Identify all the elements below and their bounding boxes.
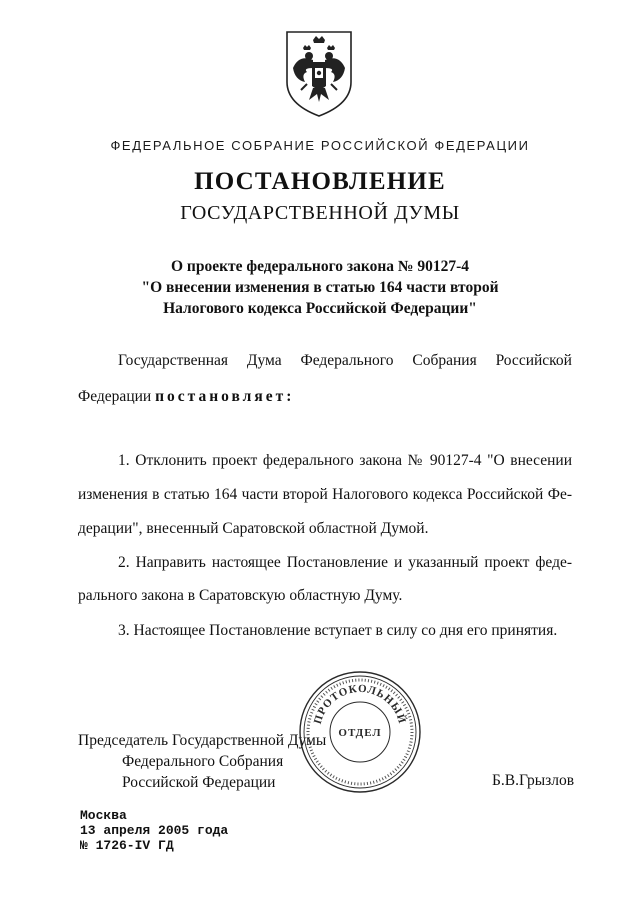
organization-heading: ФЕДЕРАЛЬНОЕ СОБРАНИЕ РОССИЙСКОЙ ФЕДЕРАЦИИ xyxy=(110,138,530,153)
document-subject xyxy=(0,256,640,319)
resolution-verb: постановляет: xyxy=(155,388,295,405)
preamble-word: Собрания xyxy=(412,352,477,369)
item-line: 3. Настоящее Постановление вступает в силу со дня его принятия. xyxy=(118,622,558,639)
subject-line: О проекте федерального закона № 90127-4 xyxy=(170,258,469,275)
date-of-signing: 13 апреля 2005 года xyxy=(80,823,229,838)
seal-arc-text xyxy=(312,683,408,726)
office-seal-icon xyxy=(296,668,424,796)
document-type-title: ПОСТАНОВЛЕНИЕ xyxy=(194,168,446,195)
seal-center-text: ОТДЕЛ xyxy=(338,727,382,739)
document-issuer: ГОСУДАРСТВЕННОЙ ДУМЫ xyxy=(180,202,460,224)
item-line: изменения в статью 164 части второй Налогового кодекса Российской Фе- xyxy=(78,486,572,503)
coat-of-arms-icon xyxy=(283,28,355,120)
item-line: дерации", внесенный Саратовской областной Думой. xyxy=(78,520,429,537)
seal-arc-path-text: ПРОТОКОЛЬНЫЙ xyxy=(311,682,409,726)
preamble-word: Государственная xyxy=(118,352,229,369)
signatory-title xyxy=(78,730,326,793)
preamble-word: Дума xyxy=(246,352,282,369)
preamble-word: Российской xyxy=(495,352,572,369)
item-line: 1. Отклонить проект федерального закона № 90127-4 "О внесении xyxy=(118,452,572,469)
place-of-signing: Москва xyxy=(80,808,127,823)
document-footer xyxy=(80,808,228,853)
signatory-title-line: Федерального Собрания xyxy=(122,753,284,770)
item-line: рального закона в Саратовскую областную Думу. xyxy=(78,587,403,604)
preamble-line xyxy=(78,388,572,406)
item-line: 2. Направить настоящее Постановление и указанный проект феде- xyxy=(118,554,572,571)
subject-line: Налогового кодекса Российской Федерации" xyxy=(163,300,477,317)
subject-line: "О внесении изменения в статью 164 части второй xyxy=(141,279,499,296)
signatory-name: Б.В.Грызлов xyxy=(492,772,575,789)
preamble-word: Федерального xyxy=(300,352,394,369)
signatory-title-line: Российской Федерации xyxy=(122,774,276,791)
signatory-title-line: Председатель Государственной Думы xyxy=(78,732,327,749)
preamble-line xyxy=(78,352,572,370)
document-number: № 1726-IV ГД xyxy=(80,838,174,853)
preamble-text: Федерации xyxy=(78,388,156,405)
